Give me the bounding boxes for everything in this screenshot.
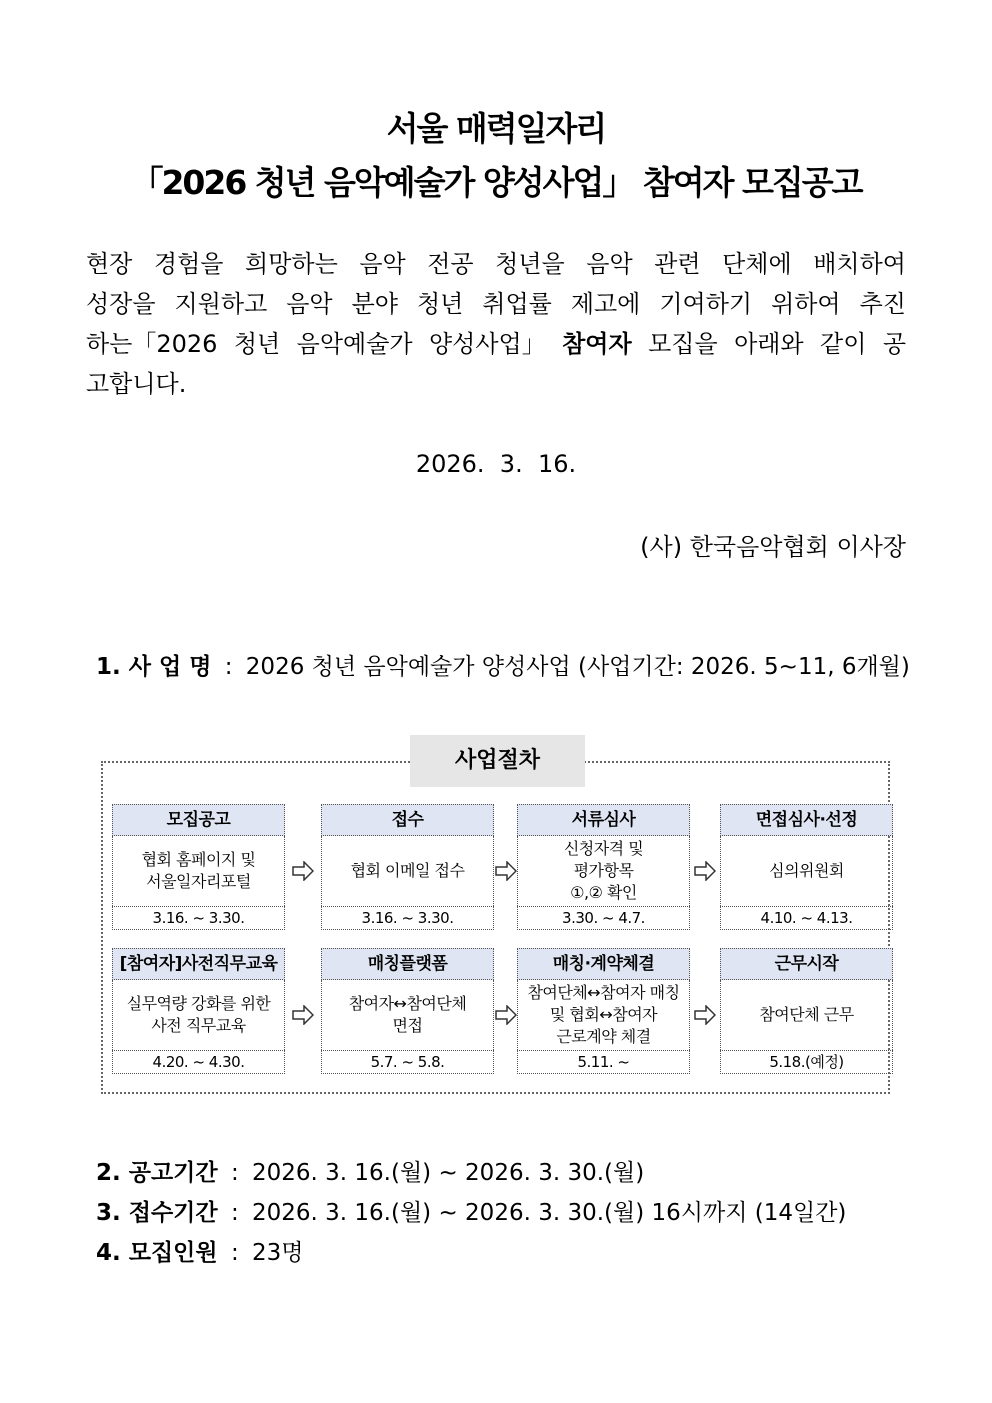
process-step-description-line: ①,② 확인 (570, 883, 637, 902)
process-step-description-line: 심의위원회 (769, 861, 844, 880)
intro-word: 관련 (654, 250, 701, 278)
process-step-description-line: 협회 홈페이지 및 (141, 850, 256, 869)
intro-word: 음악 (359, 250, 406, 278)
process-step-description-line: 신청자격 및 (563, 839, 644, 858)
intro-word: 단체에 (722, 250, 792, 278)
section-label: 1. 사 업 명 (96, 654, 212, 680)
process-step-description (517, 980, 690, 1050)
intro-word: 모집을 (648, 330, 718, 358)
item-announcement-period (96, 1154, 644, 1187)
item-value: 2026. 3. 16.(월) ~ 2026. 3. 30.(월) (252, 1160, 645, 1186)
intro-word: 아래와 (734, 330, 804, 358)
intro-word: 음악 (586, 250, 633, 278)
process-step-description-line: 참여단체↔참여자 매칭 (527, 983, 680, 1002)
process-arrow-icon (292, 861, 314, 881)
item-separator: : (230, 1200, 239, 1226)
process-step (517, 948, 690, 1074)
process-step (517, 804, 690, 930)
intro-word: 청년 (416, 290, 464, 318)
intro-word: 양성사업」 (428, 330, 546, 358)
process-step-title: 매칭·계약체결 (517, 948, 690, 980)
process-step-date: 4.20. ~ 4.30. (112, 1050, 285, 1074)
process-step-description-line: 참여자↔참여단체 (348, 994, 467, 1013)
intro-word: 기여하기 (659, 290, 753, 318)
intro-word: 현장 (86, 250, 133, 278)
item-value: 2026. 3. 16.(월) ~ 2026. 3. 30.(월) 16시까지 (14일간) (252, 1200, 847, 1226)
process-step-description (321, 836, 494, 906)
process-step-date: 5.18.(예정) (720, 1050, 893, 1074)
intro-word: 위하여 (771, 290, 841, 318)
process-arrow-icon (495, 1005, 517, 1025)
process-step-date: 5.7. ~ 5.8. (321, 1050, 494, 1074)
intro-word: 희망하는 (245, 250, 338, 278)
intro-word: 청년 (233, 330, 281, 358)
section-business-name (96, 648, 910, 681)
organization-signature: (사) 한국음악협회 이사장 (640, 533, 906, 561)
process-step-title: [참여자]사전직무교육 (112, 948, 285, 980)
item-application-period (96, 1194, 846, 1227)
process-step-title: 면접심사·선정 (720, 804, 893, 836)
process-step-title: 서류심사 (517, 804, 690, 836)
process-step (720, 948, 893, 1074)
process-step-title: 모집공고 (112, 804, 285, 836)
process-step-description-line: 및 협회↔참여자 (549, 1005, 658, 1024)
process-step-description-line: 실무역량 강화를 위한 (126, 994, 271, 1013)
process-step (720, 804, 893, 930)
section-value: 2026 청년 음악예술가 양성사업 (사업기간: 2026. 5~11, 6개월) (245, 654, 910, 680)
process-arrow-icon (495, 861, 517, 881)
title-line-1: 서울 매력일자리 (386, 109, 606, 148)
process-step (112, 948, 285, 1074)
item-label: 2. 공고기간 (96, 1160, 218, 1186)
process-arrow-icon (292, 1005, 314, 1025)
process-step-description (112, 836, 285, 906)
intro-word: 참여자 (562, 330, 632, 358)
process-arrow-icon (694, 861, 716, 881)
process-step-description-line: 서울일자리포털 (146, 872, 251, 891)
intro-word: 지원하고 (174, 290, 268, 318)
process-step-description (112, 980, 285, 1050)
intro-word: 공 (882, 330, 906, 358)
intro-word: 제고에 (570, 290, 641, 318)
item-value: 23명 (252, 1240, 304, 1266)
intro-line-3 (86, 324, 906, 364)
announcement-date: 2026. 3. 16. (415, 450, 577, 478)
intro-word: 전공 (427, 250, 474, 278)
process-step-title: 매칭플랫폼 (321, 948, 494, 980)
process-step-description (517, 836, 690, 906)
process-step-title: 근무시작 (720, 948, 893, 980)
process-step-description-line: 면접 (392, 1016, 423, 1035)
item-label: 3. 접수기간 (96, 1200, 218, 1226)
intro-word: 취업률 (482, 290, 552, 318)
process-step-date: 3.16. ~ 3.30. (112, 906, 285, 930)
process-arrow-icon (694, 1005, 716, 1025)
process-step-description-line: 협회 이메일 접수 (350, 861, 465, 880)
process-step-title: 접수 (321, 804, 494, 836)
intro-word: 하는「2026 (86, 330, 218, 358)
process-step-description-line: 근로계약 체결 (556, 1027, 651, 1046)
intro-word: 성장을 (86, 290, 156, 318)
intro-line-1 (86, 244, 906, 284)
item-recruit-count (96, 1234, 304, 1267)
process-step-description (720, 980, 893, 1050)
process-step-date: 3.30. ~ 4.7. (517, 906, 690, 930)
process-step-description-line: 사전 직무교육 (151, 1016, 246, 1035)
item-label: 4. 모집인원 (96, 1240, 218, 1266)
item-separator: : (230, 1160, 239, 1186)
item-separator: : (230, 1240, 239, 1266)
intro-word: 음악예술가 (296, 330, 413, 358)
process-title: 사업절차 (410, 735, 585, 787)
process-step-description (321, 980, 494, 1050)
process-step (112, 804, 285, 930)
intro-line-4: 고합니다. (86, 370, 187, 398)
process-step (321, 804, 494, 930)
section-separator: : (224, 654, 233, 680)
process-step-date: 3.16. ~ 3.30. (321, 906, 494, 930)
process-step (321, 948, 494, 1074)
title-line-2: 「2026 청년 음악예술가 양성사업」 참여자 모집공고 (130, 163, 862, 202)
intro-word: 분야 (351, 290, 398, 318)
intro-word: 추진 (859, 290, 906, 318)
intro-word: 청년을 (495, 250, 565, 278)
process-step-date: 4.10. ~ 4.13. (720, 906, 893, 930)
intro-word: 배치하여 (813, 250, 906, 278)
intro-word: 음악 (286, 290, 333, 318)
process-step-description-line: 평가항목 (573, 861, 634, 880)
intro-word: 경험을 (153, 250, 224, 278)
intro-word: 같이 (820, 330, 867, 358)
intro-line-2 (86, 284, 906, 324)
process-step-description-line: 참여단체 근무 (759, 1005, 854, 1024)
process-step-description (720, 836, 893, 906)
process-step-date: 5.11. ~ (517, 1050, 690, 1074)
